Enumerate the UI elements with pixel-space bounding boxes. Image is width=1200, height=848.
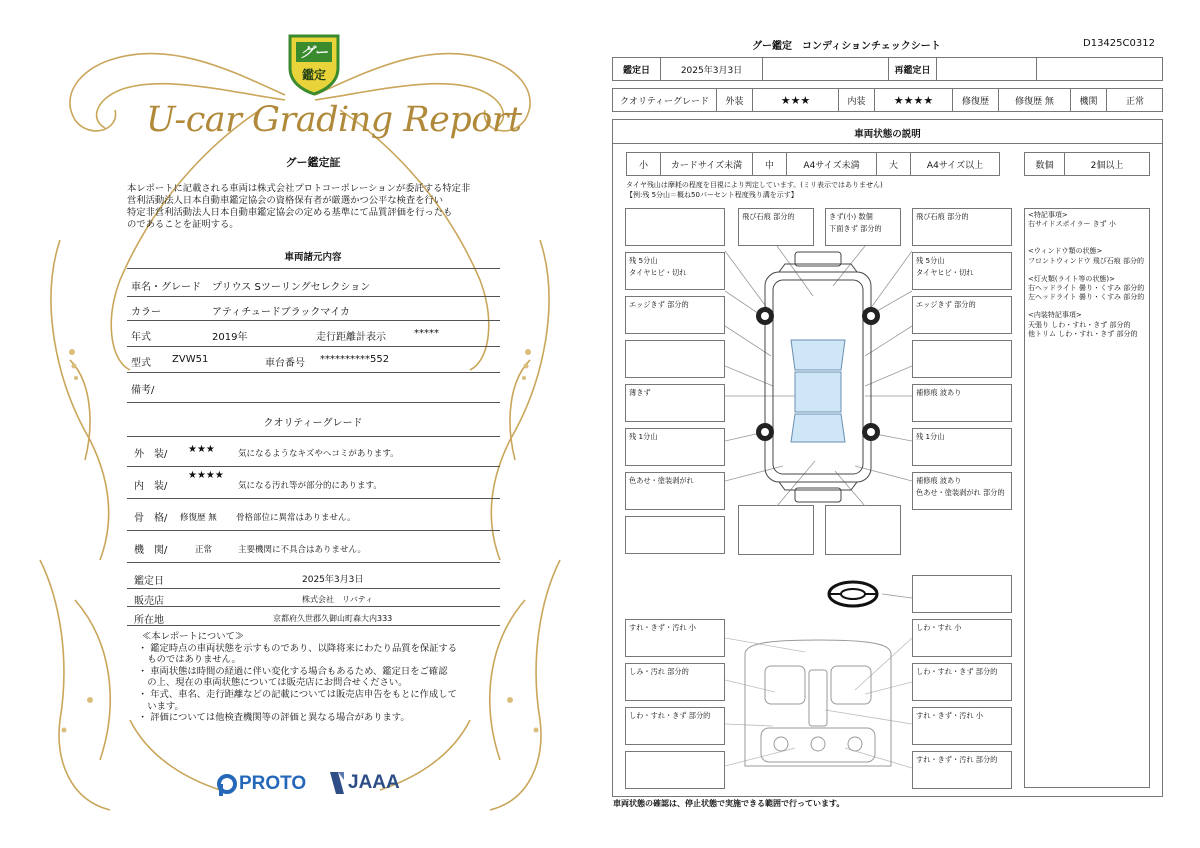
tire-note-2: 【例:残 5分山＝概ね50パーセント程度残り溝を示す】 [626, 191, 798, 199]
eval-date-label: 鑑定日 [134, 576, 164, 587]
model-value: ZVW51 [172, 354, 209, 365]
car-top-view-diagram [725, 246, 912, 516]
count-label: 数個 [1025, 153, 1065, 175]
quality-frame-label: 骨 格/ [134, 513, 168, 524]
box-int-left-2: しみ・汚れ 部分的 [625, 663, 725, 701]
special-v4b: 他トリム しわ・すれ・きず 部分的 [1028, 329, 1138, 338]
int-value: ★★★★ [875, 89, 953, 111]
size-mid-desc: A4サイズ未満 [787, 153, 877, 175]
year-value: 2019年 [212, 332, 248, 343]
repair-value: 修復歴 無 [999, 89, 1071, 111]
interior-diagram [725, 630, 912, 780]
special-v4a: 天張り しわ・すれ・きず 部分的 [1028, 320, 1131, 329]
date-label: 鑑定日 [613, 58, 661, 80]
special-h4: <内装特記事項> [1028, 311, 1082, 320]
quality-frame-text: 骨格部位に異常はありません。 [236, 513, 356, 523]
address-value: 京都府久世郡久御山町森大内333 [273, 614, 393, 623]
year-label: 年式 [131, 332, 151, 343]
size-large-desc: A4サイズ以上 [926, 160, 984, 171]
certificate-title: グー鑑定証 [285, 156, 341, 169]
box-int-right-3: すれ・きず・汚れ 小 [912, 707, 1012, 745]
count-desc: 2個以上 [1090, 160, 1124, 171]
badge-sub: 鑑定 [301, 68, 326, 82]
quality-engine-text: 主要機関に不具合はありません。 [238, 545, 367, 555]
box-top-left [625, 208, 725, 246]
box-int-left-4 [625, 751, 725, 789]
leader-line-steering [882, 590, 912, 602]
special-h3: <灯火類(ライト等の状態)> [1028, 274, 1115, 283]
color-label: カラー [131, 307, 161, 318]
special-v1: 右サイドスポイラー きず 小 [1028, 220, 1116, 229]
car-name-value: プリウス Sツーリングセレクション [212, 282, 371, 293]
engine-label: 機関 [1071, 89, 1107, 111]
box-left-7: 色あせ・塗装剥がれ [625, 472, 725, 510]
quality-exterior-label: 外 装/ [134, 449, 168, 460]
special-v3b: 左ヘッドライト 曇り・くすみ 部分的 [1028, 293, 1145, 302]
note-label: 備考/ [131, 385, 155, 396]
date-row [612, 57, 1163, 81]
box-right-6: 残 1分山 [912, 428, 1012, 466]
box-int-left-1: すれ・きず・汚れ 小 [625, 619, 725, 657]
box-top-mid1: 飛び石痕 部分的 [738, 208, 814, 246]
eval-date-value: 2025年3月3日 [302, 575, 364, 585]
mileage-label: 走行距離計表示 [316, 332, 386, 343]
size-mid: 中 [753, 153, 787, 175]
quality-exterior-mark: ★★★ [188, 444, 215, 455]
special-h1: <特記事項> [1028, 211, 1068, 219]
chassis-label: 車台番号 [265, 358, 305, 369]
chassis-value: **********552 [320, 354, 390, 365]
badge-main: グー [300, 45, 328, 61]
quality-frame-mark: 修復歴 無 [180, 513, 217, 523]
size-legend [626, 152, 1000, 176]
box-right-7: 補修痕 波あり 色あせ・塗装剥がれ 部分的 [912, 472, 1012, 510]
box-steering-right [912, 575, 1012, 613]
size-small: 小 [627, 153, 661, 175]
special-notes-box [1024, 208, 1150, 788]
special-v3a: 右ヘッドライト 曇り・くすみ 部分的 [1028, 284, 1145, 293]
date-value: 2025年3月3日 [661, 58, 763, 80]
box-left-3: エッジきず 部分的 [625, 296, 725, 334]
box-right-3: エッジきず 部分的 [912, 296, 1012, 334]
doc-id: D13425C0312 [1083, 38, 1155, 49]
int-label: 内装 [839, 89, 875, 111]
box-int-right-2: しわ・すれ・きず 部分的 [912, 663, 1012, 701]
box-right-1: 飛び石痕 部分的 [912, 208, 1012, 246]
box-left-4 [625, 340, 725, 378]
box-int-right-1: しわ・すれ 小 [912, 619, 1012, 657]
section-title: 車両状態の説明 [854, 129, 921, 140]
steering-wheel-icon [825, 578, 881, 610]
box-right-5: 補修痕 波あり [912, 384, 1012, 422]
box-left-5: 薄きず [625, 384, 725, 422]
box-right-2: 残 5分山 タイヤヒビ・切れ [912, 252, 1012, 290]
color-value: アティチュードブラックマイカ [212, 307, 350, 318]
shop-value: 株式会社 リバティ [302, 595, 374, 604]
proto-mark-icon [216, 773, 238, 797]
box-left-2: 残 5分山 タイヤヒビ・切れ [625, 252, 725, 290]
spec-heading: 車両諸元内容 [284, 252, 342, 263]
report-title: U-car Grading Report [146, 100, 522, 140]
size-small-desc: カードサイズ未満 [661, 153, 753, 175]
tire-note-1: タイヤ残山は摩耗の程度を目視により判定しています。(ミリ表示ではありません) [626, 181, 883, 189]
grade-label: クオリティーグレード [613, 89, 717, 111]
engine-value: 正常 [1125, 96, 1144, 107]
box-int-left-3: しわ・すれ・きず 部分的 [625, 707, 725, 745]
box-int-right-4: すれ・きず・汚れ 部分的 [912, 751, 1012, 789]
count-legend [1024, 152, 1150, 176]
box-left-8 [625, 516, 725, 554]
repair-label: 修復歴 [953, 89, 999, 111]
goo-kantei-badge [286, 32, 342, 96]
jaaa-logo: JAAA [328, 770, 408, 798]
grade-row [612, 88, 1163, 112]
jaaa-mark-icon [328, 770, 346, 796]
special-v2: フロントウィンドウ 飛び石痕 部分的 [1028, 256, 1145, 265]
quality-exterior-text: 気になるようなキズやヘコミがあります。 [238, 449, 399, 459]
condition-check-sheet [600, 0, 1200, 848]
box-left-6: 残 1分山 [625, 428, 725, 466]
model-label: 型式 [131, 358, 151, 369]
quality-engine-mark: 正常 [195, 545, 213, 555]
footer-note: 車両状態の確認は、停止状態で実施できる範囲で行っています。 [613, 799, 845, 808]
box-top-mid2: きず(小) 数個 下面きず 部分的 [825, 208, 901, 246]
quality-interior-text: 気になる汚れ等が部分的にあります。 [238, 481, 382, 491]
proto-logo: PROTO [216, 772, 320, 798]
quality-heading: クオリティーグレード [263, 418, 363, 429]
box-right-4 [912, 340, 1012, 378]
report-notes: ≪本レポートについて≫ ・ 鑑定時点の車両状態を示すものであり、以降将来にわたり品質を保証する ものではありません。 ・ 車両状態は時間の経過に伴い変化する場合もあるため、鑑定日をご確認 の上、現在の車両状態については販売店にお問合せください。 ・ 年式、車名、走行距離などの記載については販売店申告をもとに作成して います。 ・ 評価については他検査機関等の評価と異なる場合があります。 [138, 631, 458, 724]
ext-label: 外装 [717, 89, 753, 111]
reeval-label: 再鑑定日 [889, 58, 937, 80]
address-label: 所在地 [134, 615, 164, 626]
size-large: 大 [877, 153, 911, 175]
quality-interior-label: 内 装/ [134, 481, 168, 492]
car-name-label: 車名・グレード [131, 282, 201, 293]
shop-label: 販売店 [134, 596, 164, 607]
quality-interior-mark: ★★★★ [188, 470, 224, 481]
special-h2: <ウィンドウ類の状態> [1028, 247, 1103, 256]
sheet-title: グー鑑定 コンディションチェックシート [752, 41, 941, 52]
ext-value: ★★★ [753, 89, 839, 111]
quality-engine-label: 機 関/ [134, 545, 168, 556]
intro-text: 本レポートに記載される車両は株式会社プロトコーポレーションが委託する特定非 営利活動法人日本自動車鑑定協会の資格保有者が厳選かつ公平な検査を行い 特定非営利活動法人日本自動車鑑定協会の定める基準にて品質評価を行ったも のであることを証明する。 [127, 183, 471, 230]
mileage-value: ***** [414, 328, 439, 339]
